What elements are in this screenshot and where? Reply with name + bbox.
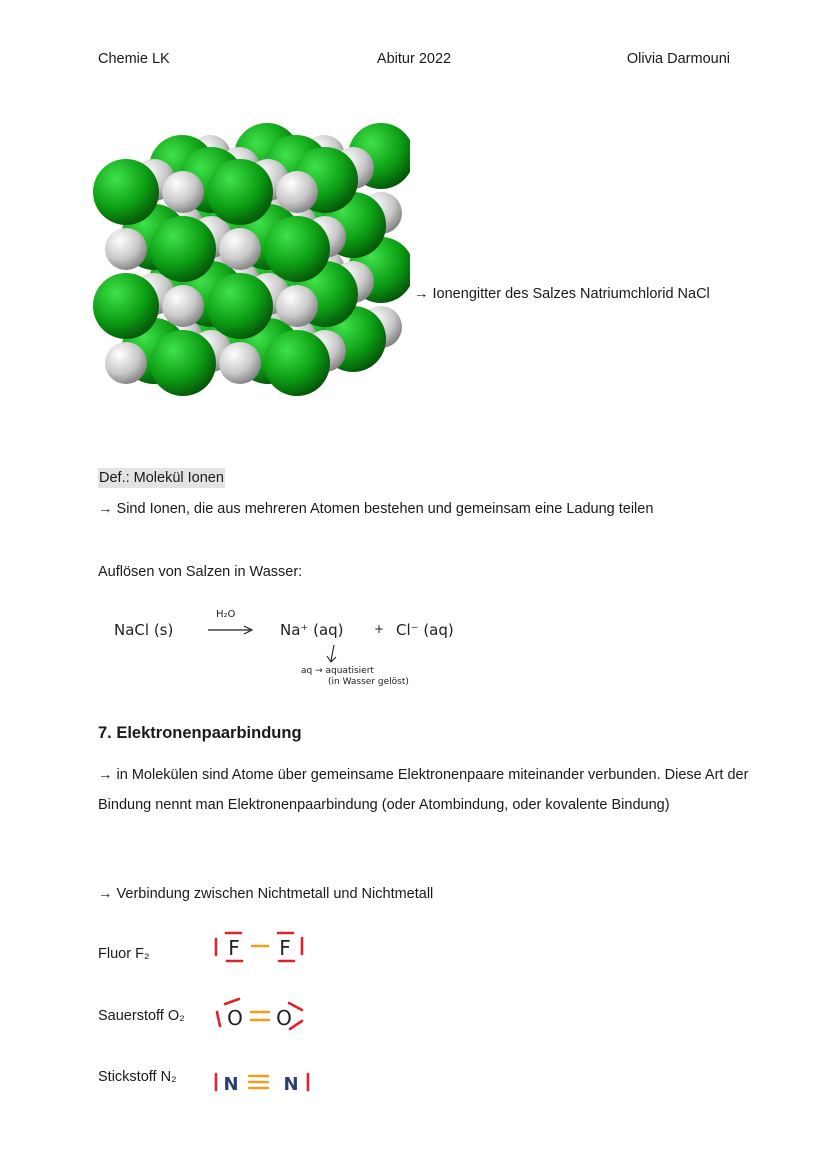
atom-symbol: N: [283, 1074, 299, 1095]
sodium-ion: [105, 228, 147, 270]
chloride-ion: [207, 273, 273, 339]
aq-note-explanation: (in Wasser gelöst): [328, 677, 409, 687]
sodium-ion: [105, 342, 147, 384]
reaction-arrow: [206, 625, 256, 635]
atom-symbol: N: [223, 1074, 239, 1095]
section-paragraph: → in Molekülen sind Atome über gemeinsame Elektronenpaare miteinander verbunden. Diese Art der Bindung nennt man Elektronenpaarbindung (oder Atombindung, oder kovalente Bindung): [98, 767, 749, 813]
product-cl-text: Cl⁻ (aq): [396, 621, 454, 639]
dissolving-title: Auflösen von Salzen in Wasser:: [98, 564, 303, 580]
molecule-label-n2: Stickstoff N₂: [98, 1069, 177, 1085]
electron-pair: [217, 1012, 220, 1026]
dissolution-equation: [96, 605, 516, 700]
header-subject: Chemie LK: [98, 51, 170, 67]
chloride-ion: [150, 216, 216, 282]
definition-title: Def.: Molekül Ionen: [99, 470, 224, 486]
lewis-structure-n2: [205, 1058, 315, 1102]
nacl-lattice-image: [88, 118, 410, 400]
product-na-text: Na⁺ (aq): [280, 621, 344, 639]
sodium-ion: [276, 171, 318, 213]
atom-symbol: O: [227, 1006, 243, 1030]
nonmetal-note: → Verbindung zwischen Nichtmetall und Nichtmetall: [98, 886, 434, 902]
atom-symbol: F: [228, 936, 240, 960]
lewis-structure-o2: [205, 994, 315, 1038]
chloride-ion: [150, 330, 216, 396]
lewis-structure-f2: [205, 925, 315, 969]
chloride-ion: [93, 273, 159, 339]
atom-symbol: O: [276, 1006, 292, 1030]
electron-pair: [225, 999, 239, 1004]
sodium-ion: [219, 342, 261, 384]
lattice-caption: → Ionengitter des Salzes Natriumchlorid NaCl: [414, 286, 710, 302]
chloride-ion: [93, 159, 159, 225]
sodium-ion: [219, 228, 261, 270]
chloride-ion: [264, 330, 330, 396]
plus-sign: +: [374, 622, 385, 636]
sodium-ion: [162, 171, 204, 213]
sodium-ion: [162, 285, 204, 327]
sodium-ion: [276, 285, 318, 327]
solvent-text: H₂O: [216, 609, 236, 620]
reactant-text: NaCl (s): [114, 621, 174, 639]
chloride-ion: [264, 216, 330, 282]
header-exam: Abitur 2022: [376, 51, 452, 67]
annotation-arrow: [324, 643, 340, 665]
section-heading: 7. Elektronenpaarbindung: [98, 724, 302, 742]
chloride-ion: [207, 159, 273, 225]
aq-note: aq → aquatisiert: [301, 666, 374, 676]
molecule-label-f2: Fluor F₂: [98, 946, 150, 962]
definition-text: → Sind Ionen, die aus mehreren Atomen bestehen und gemeinsam eine Ladung teilen: [98, 501, 654, 517]
atom-symbol: F: [279, 936, 291, 960]
header-author: Olivia Darmouni: [626, 51, 730, 67]
molecule-label-o2: Sauerstoff O₂: [98, 1008, 185, 1024]
